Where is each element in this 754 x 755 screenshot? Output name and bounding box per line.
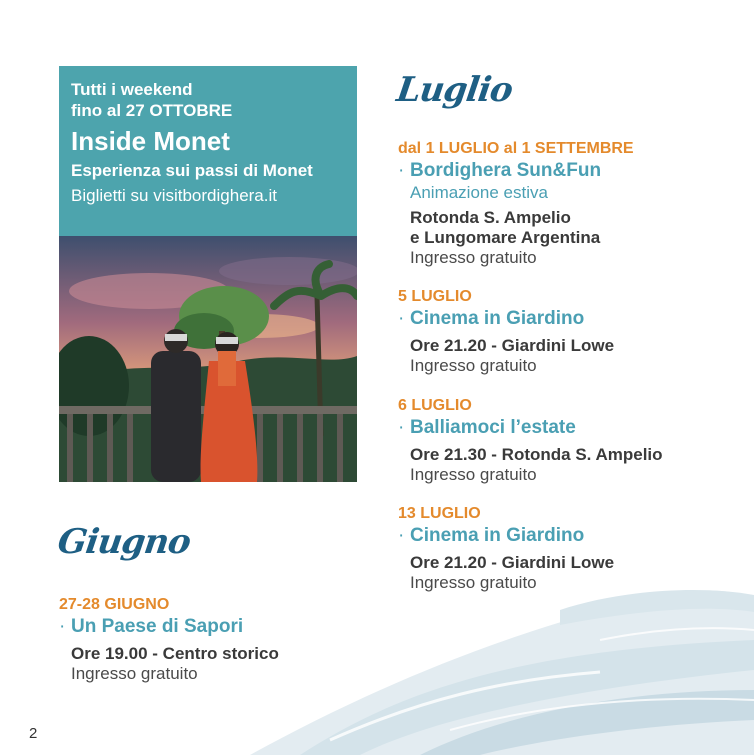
promo-photo [59,236,357,482]
bullet-icon: · [398,160,405,181]
event-title [398,416,663,440]
event-place-line2: e Lungomare Argentina [410,228,601,247]
event-balliamoci [398,396,663,485]
event-title [59,615,279,639]
event-title [398,307,614,331]
event-cinema-5 [398,287,614,376]
bullet-icon: · [398,308,405,329]
event-entry: Ingresso gratuito [410,573,537,592]
event-date: 27-28 GIUGNO [59,596,170,613]
bullet-icon: · [398,525,405,546]
event-title-text: Balliamoci l’estate [410,417,576,438]
event-paese-sapori [59,595,279,684]
event-sun-fun [398,139,634,268]
event-place: Rotonda S. Ampelio [410,208,571,227]
promo-tickets-link[interactable]: Biglietti su visitbordighera.it [71,186,277,205]
event-title-text: Un Paese di Sapori [71,616,244,637]
promo-title: Inside Monet [71,126,230,156]
bullet-icon: · [398,417,405,438]
event-cinema-13 [398,504,614,593]
inside-monet-promo [59,66,357,482]
event-place: Ore 21.20 - Giardini Lowe [410,553,615,572]
event-entry: Ingresso gratuito [410,248,537,267]
event-title-text: Cinema in Giardino [410,525,585,546]
event-date: 6 LUGLIO [398,397,472,414]
promo-subtitle: Esperienza sui passi di Monet [71,161,313,180]
event-entry: Ingresso gratuito [410,356,537,375]
event-entry: Ingresso gratuito [410,465,537,484]
event-title-text: Bordighera Sun&Fun [410,160,602,181]
event-title [398,159,634,183]
event-date: 5 LUGLIO [398,288,472,305]
bullet-icon: · [59,616,66,637]
promo-text-box [59,66,357,236]
event-date: 13 LUGLIO [398,505,481,522]
promo-line-until: fino al 27 OTTOBRE [71,101,233,120]
event-place: Ore 21.30 - Rotonda S. Ampelio [410,445,663,464]
month-heading-luglio: Luglio [394,70,515,110]
event-place: Ore 19.00 - Centro storico [71,644,279,663]
event-subtitle: Animazione estiva [410,183,548,202]
promo-line-weekend: Tutti i weekend [71,80,193,99]
page-number: 2 [29,725,38,742]
event-date: dal 1 LUGLIO al 1 SETTEMBRE [398,140,634,157]
event-entry: Ingresso gratuito [71,664,198,683]
event-title [398,524,614,548]
month-heading-giugno: Giugno [55,522,193,562]
event-title-text: Cinema in Giardino [410,308,585,329]
event-place: Ore 21.20 - Giardini Lowe [410,336,615,355]
